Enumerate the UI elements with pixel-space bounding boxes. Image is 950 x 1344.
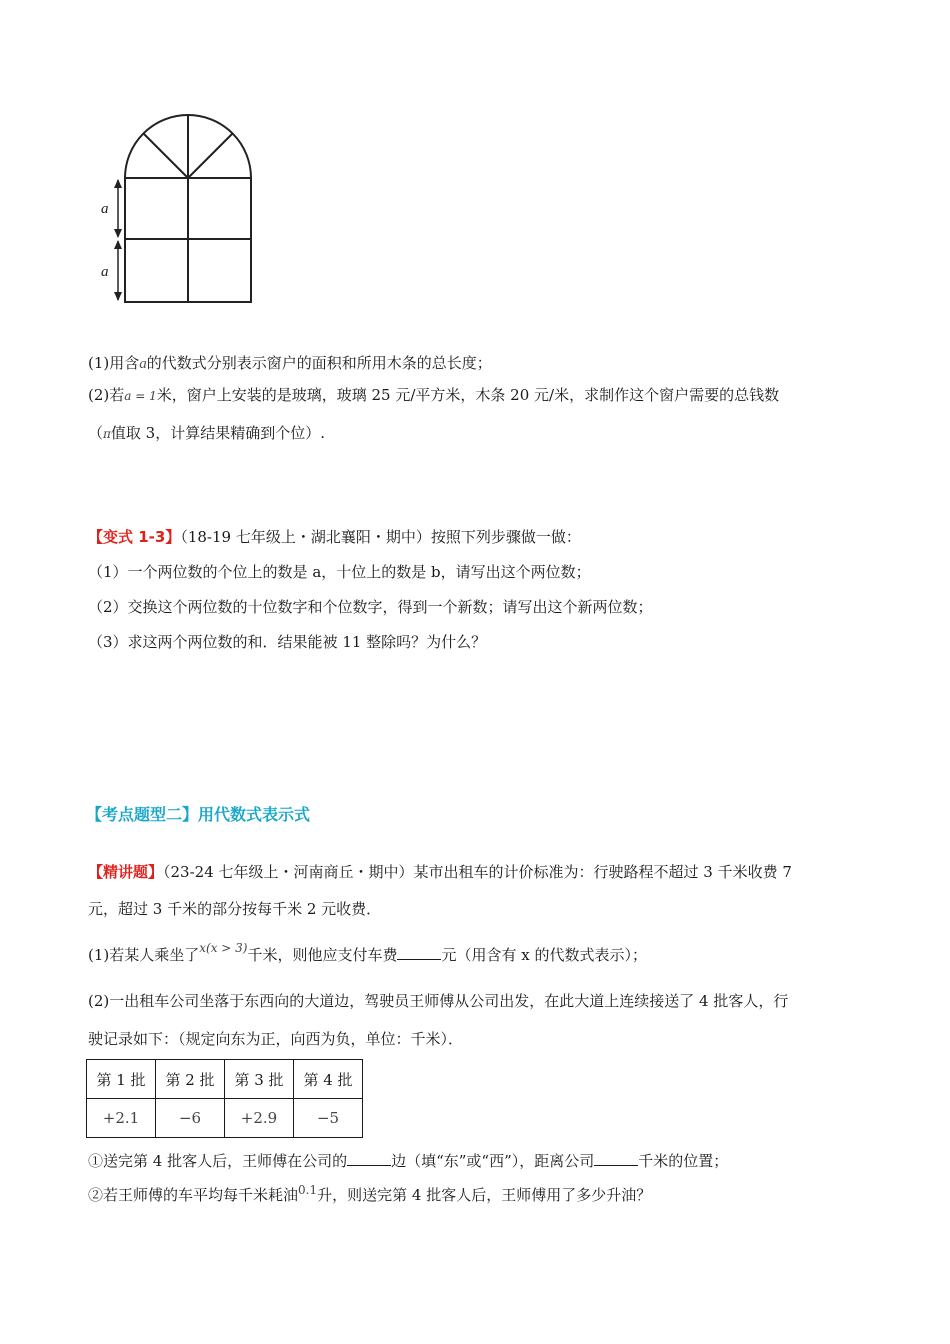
- ex3-tag: 【精讲题】: [88, 863, 164, 881]
- driving-record-table: [86, 1059, 363, 1138]
- ex3-sub2: [88, 1184, 651, 1205]
- ex3-q2-line2: 驶记录如下：（规定向东为正，向西为负，单位：千米）．: [88, 1030, 464, 1048]
- label-a-top: a: [101, 201, 109, 217]
- ex1-q1-suffix: 的代数式分别表示窗户的面积和所用木条的总长度；: [146, 354, 492, 372]
- ex3-sub1-suffix: 千米的位置；: [638, 1152, 729, 1170]
- ex3-q2-line1: (2)一出租车公司坐落于东西向的大道边，驾驶员王师傅从公司出发，在此大道上连续接送了 4 批客人，行: [88, 992, 789, 1010]
- ex3-q1-suffix: 元（用含有 x 的代数式表示）；: [441, 946, 647, 964]
- section-title: 【考点题型二】用代数式表示式: [86, 805, 311, 824]
- table-cell: −6: [156, 1099, 225, 1138]
- ex1-q2-pi: π: [103, 427, 111, 441]
- ex1-q2-line2: [88, 422, 325, 443]
- table-header-cell: 第 1 批: [87, 1060, 156, 1099]
- ex3-sub1-blank-direction[interactable]: [347, 1151, 391, 1166]
- ex3-q1-mid: 千米，则他应支付车费: [247, 946, 398, 964]
- table-row: [87, 1099, 363, 1138]
- ex3-line2: 元，超过 3 千米的部分按每千米 2 元收费．: [88, 900, 382, 918]
- ex3-sub2-math: 0.1: [298, 1183, 318, 1197]
- ex3-sub1-prefix: ①送完第 4 批客人后，王师傅在公司的: [88, 1152, 348, 1170]
- ex3-sub1: [88, 1150, 728, 1171]
- ex1-q2-rest: 值取 3，计算结果精确到个位）.: [110, 424, 325, 442]
- ex3-line1: [88, 861, 792, 882]
- table-header-cell: 第 2 批: [156, 1060, 225, 1099]
- ex2-source: （18-19 七年级上・湖北襄阳・期中）按照下列步骤做一做：: [180, 528, 581, 546]
- table-cell: +2.9: [225, 1099, 294, 1138]
- ex2-heading: [88, 526, 581, 547]
- ex1-q2-prefix: (2)若: [88, 386, 125, 404]
- ex3-q1: [88, 941, 647, 965]
- label-a-bottom: a: [101, 264, 109, 280]
- ex3-sub1-blank-distance[interactable]: [594, 1151, 638, 1166]
- ex2-item-2: （2）交换这个两位数的十位数字和个位数字，得到一个新数；请写出这个新两位数；: [88, 598, 653, 616]
- ex3-sub2-suffix: 升，则送完第 4 批客人后，王师傅用了多少升油？: [317, 1186, 652, 1204]
- table-header-cell: 第 4 批: [294, 1060, 363, 1099]
- table-cell: +2.1: [87, 1099, 156, 1138]
- ex1-q1-prefix: (1)用含: [88, 354, 140, 372]
- ex1-q1-var: a: [139, 356, 147, 372]
- ex1-q2-open: （: [88, 424, 104, 442]
- ex1-q2-suffix: 米，窗户上安装的是玻璃，玻璃 25 元/平方米，木条 20 元/米，求制作这个窗户需要的总钱数: [156, 386, 780, 404]
- ex1-q2-math: a = 1: [124, 389, 157, 403]
- ex3-line1-text: （23-24 七年级上・河南商丘・期中）某市出租车的计价标准为：行驶路程不超过 3 千米收费 7: [163, 863, 792, 881]
- table-header-cell: 第 3 批: [225, 1060, 294, 1099]
- ex3-sub1-mid: 边（填“东”或“西”），距离公司: [391, 1152, 595, 1170]
- ex1-q2: [88, 384, 779, 405]
- ex3-q1-prefix: (1)若某人乘坐了: [88, 946, 200, 964]
- ex2-item-3: （3）求这两个两位数的和．结果能被 11 整除吗？为什么？: [88, 633, 487, 651]
- window-figure: [88, 110, 268, 310]
- ex2-tag: 【变式 1-3】: [88, 528, 181, 546]
- ex2-item-1: （1）一个两位数的个位上的数是 a，十位上的数是 b，请写出这个两位数；: [88, 563, 591, 581]
- ex1-q1: [88, 352, 492, 373]
- ex3-q1-blank[interactable]: [397, 945, 441, 960]
- table-header-row: [87, 1060, 363, 1099]
- table-cell: −5: [294, 1099, 363, 1138]
- ex3-q1-math: x(x > 3): [199, 941, 248, 955]
- ex3-sub2-prefix: ②若王师傅的车平均每千米耗油: [88, 1186, 299, 1204]
